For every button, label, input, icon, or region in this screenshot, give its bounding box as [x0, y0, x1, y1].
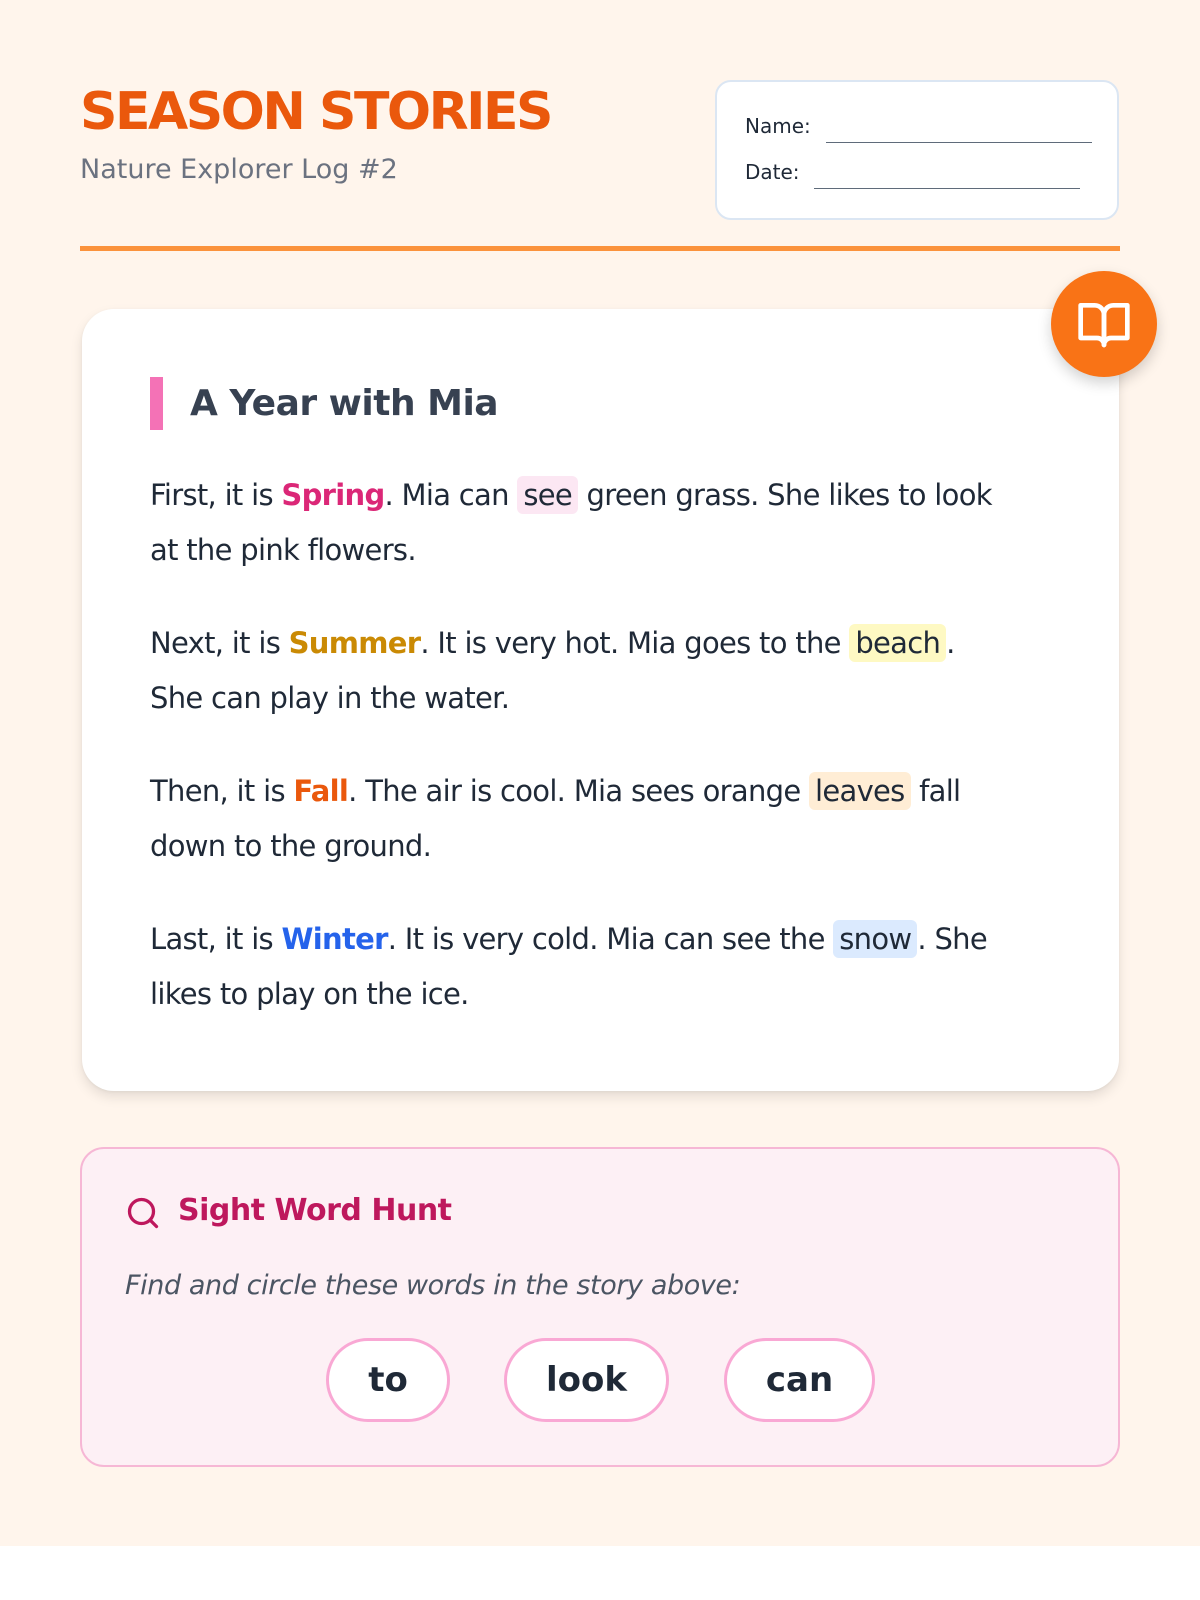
paragraph-text: . Mia can [384, 478, 518, 512]
hunt-instruction: Find and circle these words in the story above: [125, 1270, 741, 1301]
paragraph-text: likes to play on the ice. [150, 977, 469, 1011]
page-title: SEASON STORIES [80, 82, 551, 142]
sight-word-pill[interactable]: to [326, 1338, 450, 1422]
heading-accent-bar [150, 377, 163, 430]
story-paragraph-fall [150, 764, 1070, 874]
paragraph-text: Last, it is [150, 922, 282, 956]
paragraph-text: . The air is cool. Mia sees orange [348, 774, 809, 808]
highlighted-word: beach [849, 624, 946, 662]
highlighted-word: leaves [809, 772, 911, 810]
book-badge [1051, 271, 1157, 377]
date-label: Date: [745, 160, 800, 184]
name-field[interactable] [826, 142, 1092, 143]
name-date-box [715, 80, 1119, 220]
paragraph-text: fall [910, 774, 961, 808]
name-label: Name: [745, 114, 811, 138]
paragraph-text: Next, it is [150, 626, 289, 660]
paragraph-text: . She [917, 922, 987, 956]
story-title: A Year with Mia [190, 383, 499, 424]
paragraph-text: Then, it is [150, 774, 294, 808]
header-divider [80, 246, 1120, 251]
paragraph-text: She can play in the water. [150, 681, 510, 715]
season-word-summer: Summer [288, 626, 421, 660]
sight-word-pill[interactable]: look [504, 1338, 669, 1422]
paragraph-text: . [946, 626, 955, 660]
hunt-title: Sight Word Hunt [178, 1193, 452, 1228]
sight-word-pill[interactable]: can [724, 1338, 875, 1422]
search-icon [125, 1195, 161, 1231]
open-book-icon [1076, 296, 1132, 352]
paragraph-text: down to the ground. [150, 829, 432, 863]
highlighted-word: snow [833, 920, 917, 958]
season-word-winter: Winter [281, 922, 388, 956]
paragraph-text: . It is very cold. Mia can see the [387, 922, 834, 956]
season-word-fall: Fall [293, 774, 349, 808]
season-word-spring: Spring [281, 478, 385, 512]
page-subtitle: Nature Explorer Log #2 [80, 154, 398, 185]
date-field[interactable] [814, 188, 1080, 189]
story-paragraph-spring [150, 468, 1070, 578]
story-paragraph-summer [150, 616, 1070, 726]
paragraph-text: at the pink flowers. [150, 533, 416, 567]
story-paragraph-winter [150, 912, 1070, 1022]
paragraph-text: green grass. She likes to look [578, 478, 992, 512]
paragraph-text: . It is very hot. Mia goes to the [420, 626, 850, 660]
highlighted-word: see [517, 476, 578, 514]
paragraph-text: First, it is [150, 478, 282, 512]
